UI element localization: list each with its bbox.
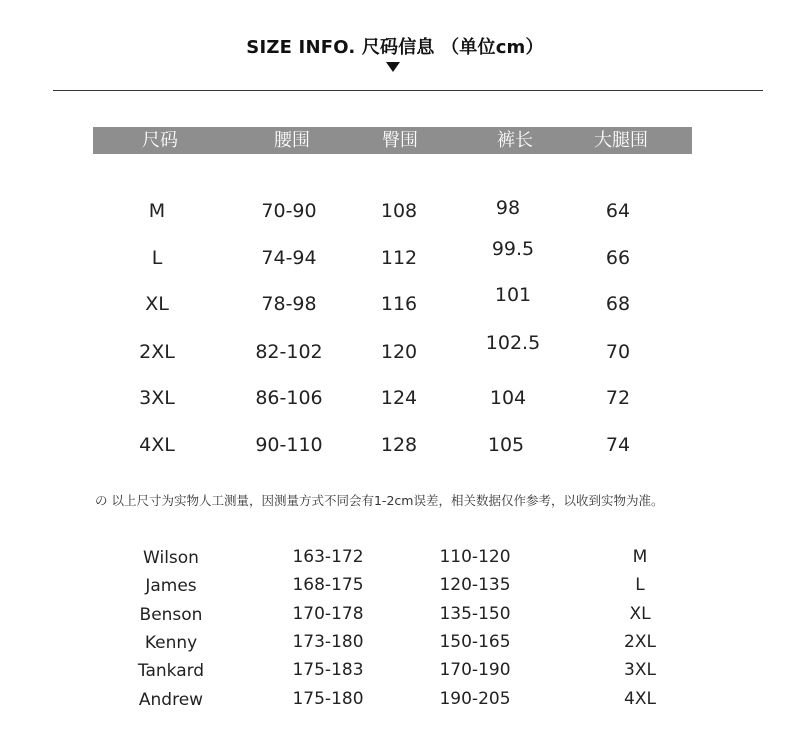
table-cell: 99.5 [491, 238, 535, 260]
model-weight: 120-135 [439, 575, 511, 595]
triangle-down-icon [386, 62, 400, 72]
table-cell: 102.5 [485, 332, 541, 354]
model-height: 170-178 [292, 604, 364, 624]
header-length: 裤长 [497, 130, 533, 151]
table-cell: 90-110 [255, 434, 323, 456]
table-cell: 98 [495, 197, 521, 219]
model-weight: 135-150 [439, 604, 511, 624]
measurement-note: の 以上尺寸为实物人工测量，因测量方式不同会有1-2cm误差，相关数据仅作参考，以收到实物为准。 [95, 493, 664, 508]
table-cell: 3XL [139, 387, 175, 409]
model-height: 168-175 [292, 575, 364, 595]
model-size: 3XL [624, 660, 656, 680]
table-cell: 70-90 [261, 200, 317, 222]
model-name: Andrew [138, 690, 204, 710]
model-size: L [635, 575, 645, 595]
size-table-header [93, 127, 692, 154]
model-height: 173-180 [292, 632, 364, 652]
table-cell: 82-102 [255, 341, 323, 363]
model-weight: 190-205 [439, 689, 511, 709]
model-size: 2XL [624, 632, 656, 652]
model-height: 163-172 [292, 547, 364, 567]
table-cell: M [148, 200, 166, 222]
header-waist: 腰围 [274, 130, 310, 151]
model-height: 175-183 [292, 660, 364, 680]
page-title: SIZE INFO. 尺码信息 （单位cm） [246, 37, 544, 58]
table-cell: 66 [605, 247, 631, 269]
divider [53, 90, 763, 91]
table-cell: 64 [605, 200, 631, 222]
table-cell: 2XL [139, 341, 175, 363]
model-name: Tankard [137, 661, 205, 681]
table-cell: L [151, 247, 163, 269]
table-cell: 116 [380, 293, 418, 315]
table-cell: 74 [605, 434, 631, 456]
model-name: Kenny [144, 633, 198, 653]
table-cell: XL [145, 293, 169, 315]
table-cell: 104 [489, 387, 527, 409]
model-size: 4XL [624, 689, 656, 709]
model-size: XL [629, 604, 651, 624]
table-cell: 112 [380, 247, 418, 269]
model-name: James [145, 576, 197, 596]
model-weight: 110-120 [439, 547, 511, 567]
table-cell: 124 [380, 387, 418, 409]
table-cell: 70 [605, 341, 631, 363]
table-cell: 74-94 [261, 247, 317, 269]
table-cell: 128 [380, 434, 418, 456]
table-cell: 101 [494, 284, 532, 306]
table-cell: 4XL [139, 434, 175, 456]
model-weight: 150-165 [439, 632, 511, 652]
header-hip: 臀围 [382, 130, 418, 151]
table-cell: 108 [380, 200, 418, 222]
model-size: M [632, 547, 648, 567]
model-height: 175-180 [292, 689, 364, 709]
table-cell: 120 [380, 341, 418, 363]
model-weight: 170-190 [439, 660, 511, 680]
table-cell: 72 [605, 387, 631, 409]
table-cell: 78-98 [261, 293, 317, 315]
model-name: Wilson [143, 548, 199, 568]
header-size: 尺码 [142, 130, 178, 151]
table-cell: 105 [487, 434, 525, 456]
header-thigh: 大腿围 [594, 130, 648, 151]
table-cell: 86-106 [255, 387, 323, 409]
table-cell: 68 [605, 293, 631, 315]
model-name: Benson [139, 605, 203, 625]
